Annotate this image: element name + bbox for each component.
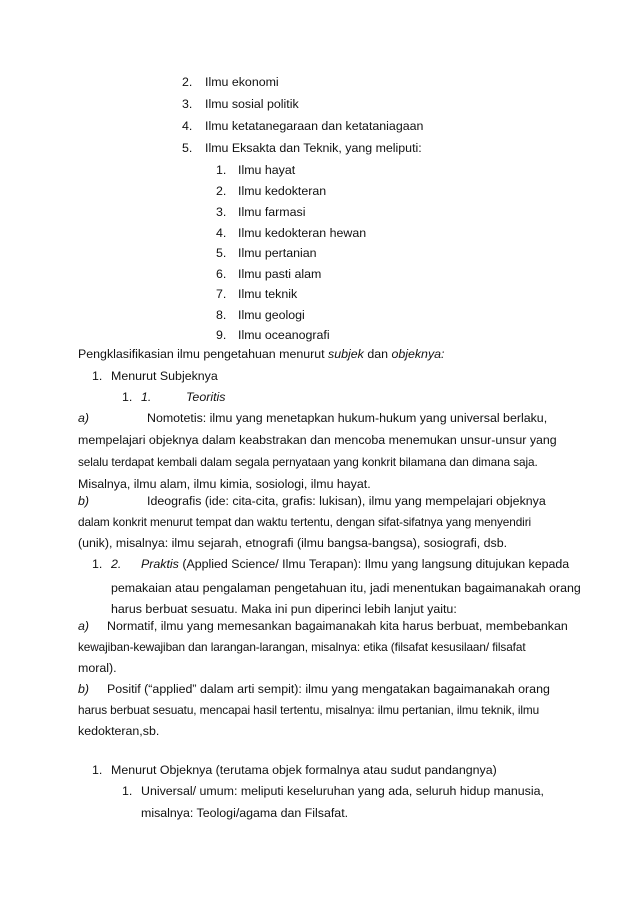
list-item: Ilmu ekonomi	[205, 75, 279, 89]
sublist-item-number: 2.	[216, 184, 227, 198]
intro-text: Pengklasifikasian ilmu pengetahuan menurut	[78, 347, 329, 361]
positif-line: harus berbuat sesuatu, mencapai hasil tertentu, misalnya: ilmu pertanian, ilmu teknik, ilmu	[78, 703, 540, 717]
list-item: Ilmu Eksakta dan Teknik, yang meliputi:	[205, 141, 422, 155]
sublist-item-number: 7.	[216, 287, 227, 301]
positif-line: Positif (“applied” dalam arti sempit): ilmu yang mengatakan bagaimanakah orang	[107, 682, 550, 696]
praktis-subnumber: 2.	[111, 557, 122, 571]
teoritis-label: Teoritis	[186, 390, 226, 404]
praktis-number: 1.	[92, 557, 103, 571]
list-item-number: 4.	[182, 119, 193, 133]
sublist-item: Ilmu pasti alam	[238, 267, 322, 281]
sublist-item-number: 5.	[216, 246, 227, 260]
sublist-item: Ilmu teknik	[238, 287, 298, 301]
ideografis-line: (unik), misalnya: ilmu sejarah, etnografi (ilmu bangsa-bangsa), sosiografi, dsb.	[78, 536, 508, 550]
praktis-text: (Applied Science/ Ilmu Terapan): Ilmu yang langsung ditujukan kepada	[178, 557, 570, 571]
normatif-line: Normatif, ilmu yang memesankan bagaimanakah kita harus berbuat, membebankan	[107, 619, 568, 633]
nomotetis-line: Nomotetis: ilmu yang menetapkan hukum-hukum yang universal berlaku,	[147, 411, 548, 425]
normatif-line: kewajiban-kewajiban dan larangan-larangan, misalnya: etika (filsafat kesusilaan/ filsafat	[78, 640, 526, 654]
praktis-label-b: b)	[78, 682, 90, 696]
ideografis-line: Ideografis (ide: cita-cita, grafis: lukisan), ilmu yang mempelajari objeknya	[147, 494, 546, 508]
sublist-item-number: 4.	[216, 226, 227, 240]
section-heading-subjek: Menurut Subjeknya	[111, 369, 218, 383]
sublist-item: Ilmu oceanografi	[238, 328, 330, 342]
universal-line: misalnya: Teologi/agama dan Filsafat.	[141, 806, 349, 820]
nomotetis-line: mempelajari objeknya dalam keabstrakan dan mencoba menemukan unsur-unsur yang	[78, 433, 557, 447]
intro-subjek: subjek	[328, 347, 364, 361]
teoritis-subnumber: 1.	[141, 390, 152, 404]
item-label-a: a)	[78, 411, 90, 425]
normatif-line: moral).	[78, 661, 117, 675]
universal-line: Universal/ umum: meliputi keseluruhan yang ada, seluruh hidup manusia,	[141, 784, 544, 798]
list-item: Ilmu sosial politik	[205, 97, 299, 111]
sublist-item: Ilmu kedokteran	[238, 184, 327, 198]
sublist-item: Ilmu kedokteran hewan	[238, 226, 367, 240]
classification-intro	[78, 346, 444, 362]
teoritis-number: 1.	[122, 390, 133, 404]
sublist-item-number: 3.	[216, 205, 227, 219]
nomotetis-line: Misalnya, ilmu alam, ilmu kimia, sosiologi, ilmu hayat.	[78, 477, 371, 491]
section-number: 1.	[92, 369, 103, 383]
list-item: Ilmu ketatanegaraan dan ketataniagaan	[205, 119, 424, 133]
intro-objeknya: objeknya:	[391, 347, 445, 361]
sublist-item-number: 6.	[216, 267, 227, 281]
list-item-number: 5.	[182, 141, 193, 155]
sublist-item: Ilmu geologi	[238, 308, 305, 322]
positif-line: kedokteran,sb.	[78, 724, 160, 738]
list-item-number: 3.	[182, 97, 193, 111]
intro-dan: dan	[363, 347, 392, 361]
section-number: 1.	[92, 763, 103, 777]
objek-item-number: 1.	[122, 784, 133, 798]
sublist-item: Ilmu farmasi	[238, 205, 306, 219]
list-item-number: 2.	[182, 75, 193, 89]
section-heading-objek: Menurut Objeknya (terutama objek formalnya atau sudut pandangnya)	[111, 763, 497, 777]
praktis-line: harus berbuat sesuatu. Maka ini pun diperinci lebih lanjut yaitu:	[111, 602, 457, 616]
praktis-label: Praktis	[141, 557, 179, 571]
item-label-b: b)	[78, 494, 90, 508]
sublist-item-number: 9.	[216, 328, 227, 342]
sublist-item: Ilmu pertanian	[238, 246, 317, 260]
praktis-label-a: a)	[78, 619, 90, 633]
praktis-line: pemakaian atau pengalaman pengetahuan itu, jadi menentukan bagaimanakah orang	[111, 581, 581, 595]
sublist-item-number: 1.	[216, 163, 227, 177]
ideografis-line: dalam konkrit menurut tempat dan waktu tertentu, dengan sifat-sifatnya yang menyendiri	[78, 515, 532, 529]
sublist-item-number: 8.	[216, 308, 227, 322]
sublist-item: Ilmu hayat	[238, 163, 296, 177]
nomotetis-line: selalu terdapat kembali dalam segala pernyataan yang konkrit bilamana dan dimana saja.	[78, 455, 538, 469]
praktis-first-line	[141, 556, 569, 572]
